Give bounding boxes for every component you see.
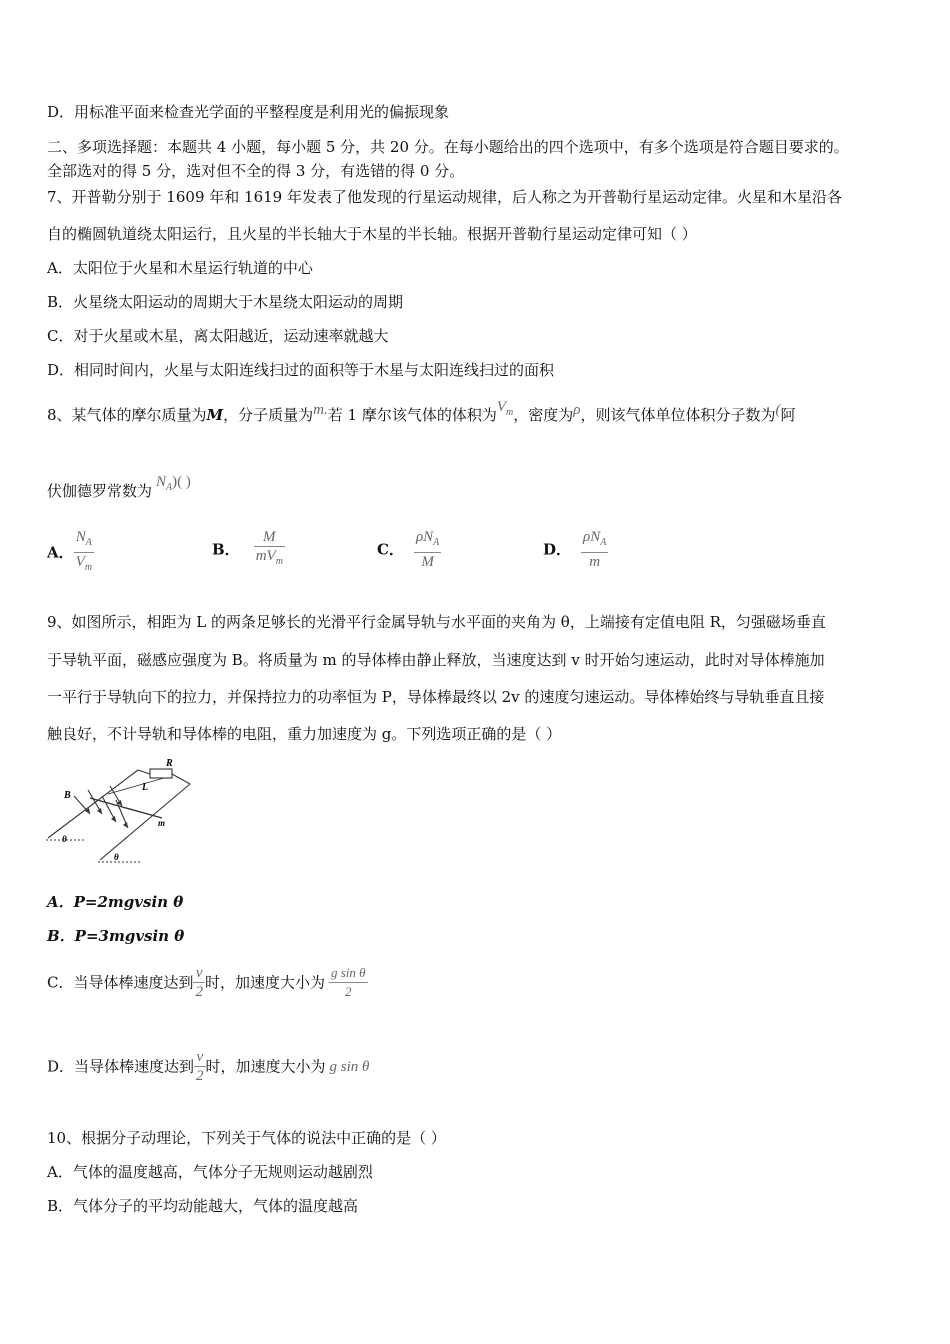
q8-text-5: ，则该气体单位体积分子数为 — [580, 406, 776, 424]
q9-stem-line2: 于导轨平面，磁感应强度为 B。将质量为 m 的导体棒由静止释放，当速度达到 v 时开始匀速运动，此时对导体棒施加 — [47, 651, 825, 669]
q8-close-paren: )( ) — [172, 474, 191, 490]
q8-molecule-mass-symbol — [313, 402, 328, 418]
q8-text-2: ，分子质量为 — [223, 406, 314, 424]
q9-d-speed-fraction — [194, 1048, 206, 1085]
q9-c-text-2: 时，加速度大小为 — [204, 973, 325, 992]
q8-a-den: $V_m$ — [75, 554, 93, 573]
label-R: R — [166, 758, 173, 769]
q9-c-speed-fraction — [193, 964, 205, 1001]
top-wire-a — [138, 770, 150, 774]
q9-d-text-2: 时，加速度大小为 — [205, 1057, 326, 1076]
q7-stem-line2: 自的椭圆轨道绕太阳运行，且火星的半长轴大于木星的半长轴。根据开普勒行星运动定律可知（ ） — [47, 225, 697, 243]
section2-heading-cont: 全部选对的得 5 分，选对但不全的得 3 分，有选错的得 0 分。 — [47, 162, 465, 180]
q8-text-1: 8、某气体的摩尔质量为 — [47, 406, 207, 424]
q8-d-fraction — [581, 528, 608, 571]
q9-stem-line4: 触良好，不计导轨和导体棒的电阻，重力加速度为 g。下列选项正确的是（ ） — [47, 725, 562, 743]
q9-d-speed-den: 2 — [196, 1068, 204, 1084]
q6-option-d: D．用标准平面来检查光学面的平整程度是利用光的偏振现象 — [47, 103, 450, 121]
q9-d-text-1: D．当导体棒速度达到 — [47, 1057, 195, 1076]
q8-option-d — [543, 528, 608, 571]
q9-option-c — [47, 964, 368, 1001]
q9-stem-line1: 9、如图所示，相距为 L 的两条足够长的光滑平行金属导轨与水平面的夹角为 θ，上端接有定值电阻 R，匀强磁场垂直 — [47, 613, 826, 631]
q9-c-acc-num: g sin θ — [329, 964, 368, 983]
q8-N: N — [156, 474, 167, 490]
q8-c-label: C． — [377, 540, 404, 559]
q9-rail-diagram — [44, 756, 194, 866]
q8-m: m — [313, 402, 325, 418]
q8-c-fraction — [414, 528, 441, 571]
section2-heading: 二、多项选择题：本题共 4 小题，每小题 5 分，共 20 分。在每小题给出的四个选项中，有多个选项是符合题目要求的。 — [47, 138, 849, 156]
q10-option-a: A．气体的温度越高，气体分子无规则运动越剧烈 — [47, 1163, 373, 1181]
q8-b-den: $mV_m$ — [255, 548, 283, 567]
q8-V-sub: m — [506, 407, 514, 418]
q10-option-b: B．气体分子的平均动能越大，气体的温度越高 — [47, 1197, 359, 1215]
q8-a-num: $N_A$ — [74, 528, 94, 553]
q9-c-speed-num: v — [193, 964, 205, 983]
q8-a-fraction — [74, 528, 94, 577]
q8-avogadro-symbol — [156, 474, 173, 493]
q8-option-a — [47, 528, 94, 577]
q7-option-b: B．火星绕太阳运动的周期大于木星绕太阳运动的周期 — [47, 293, 404, 311]
label-m: m — [158, 818, 166, 828]
q8-option-c — [377, 528, 441, 571]
rail-right — [100, 784, 190, 860]
top-wire-b — [172, 774, 190, 784]
q8-a-label: A． — [47, 543, 74, 562]
q8-volume-symbol — [496, 399, 514, 418]
q8-text-6: 阿 — [780, 406, 796, 424]
q8-c-num: $\rho N_A$ — [414, 528, 441, 553]
q7-option-c: C．对于火星或木星，离太阳越近，运动速率就越大 — [47, 327, 389, 345]
q8-dot: . — [324, 402, 328, 418]
q9-option-a: A．P=2mgvsin θ — [47, 893, 184, 911]
q7-option-a: A．太阳位于火星和木星运行轨道的中心 — [47, 259, 313, 277]
q8-density-symbol: ρ — [573, 402, 581, 418]
q9-option-b: B．P=3mgvsin θ — [47, 927, 185, 945]
rail-left — [48, 770, 138, 838]
label-L: L — [142, 782, 149, 793]
q9-c-text-1: C．当导体棒速度达到 — [47, 973, 194, 992]
q8-b-num: M — [254, 528, 285, 547]
q9-d-acc: g sin θ — [329, 1058, 370, 1075]
q8-stem-line1 — [47, 399, 796, 432]
q8-d-label: D． — [543, 540, 572, 559]
q8-N-sub: A — [166, 482, 173, 493]
q9-d-speed-num: v — [194, 1048, 206, 1067]
q9-stem-line3: 一平行于导轨向下的拉力，并保持拉力的功率恒为 P，导体棒最终以 2v 的速度匀速运动。导体棒始终与导轨垂直且接 — [47, 688, 825, 706]
q9-c-acc-fraction — [329, 964, 368, 1001]
q8-open-paren: ( — [775, 402, 781, 418]
q8-line2-text: 伏伽德罗常数为 — [47, 482, 153, 500]
q8-b-fraction — [254, 528, 285, 571]
q9-option-d — [47, 1048, 369, 1085]
q7-stem-line1: 7、开普勒分别于 1609 年和 1619 年发表了他发现的行星运动规律，后人称之为开普勒行星运动定律。火星和木星沿各 — [47, 188, 842, 206]
q8-b-label: B． — [212, 540, 240, 559]
q8-text-3: 若 1 摩尔该气体的体积为 — [327, 406, 497, 424]
q8-V: V — [496, 399, 507, 415]
q10-stem: 10、根据分子动理论，下列关于气体的说法中正确的是（ ） — [47, 1129, 446, 1147]
q8-text-4: ，密度为 — [513, 406, 574, 424]
label-theta-left: θ — [62, 834, 67, 844]
q7-option-d: D．相同时间内，火星与太阳连线扫过的面积等于木星与太阳连线扫过的面积 — [47, 361, 555, 379]
label-B: B — [64, 790, 71, 801]
q8-d-den: m — [589, 554, 601, 570]
q8-molar-mass-symbol: M — [206, 406, 224, 424]
q8-d-num: $\rho N_A$ — [581, 528, 608, 553]
q8-c-den: M — [421, 554, 434, 570]
q8-stem-line2 — [47, 474, 191, 508]
resistor — [150, 769, 172, 778]
q9-c-acc-den: 2 — [345, 984, 352, 999]
label-theta-right: θ — [114, 852, 119, 862]
q9-c-speed-den: 2 — [195, 984, 203, 1000]
conductor-rod — [90, 798, 162, 818]
q8-option-b — [212, 528, 285, 571]
